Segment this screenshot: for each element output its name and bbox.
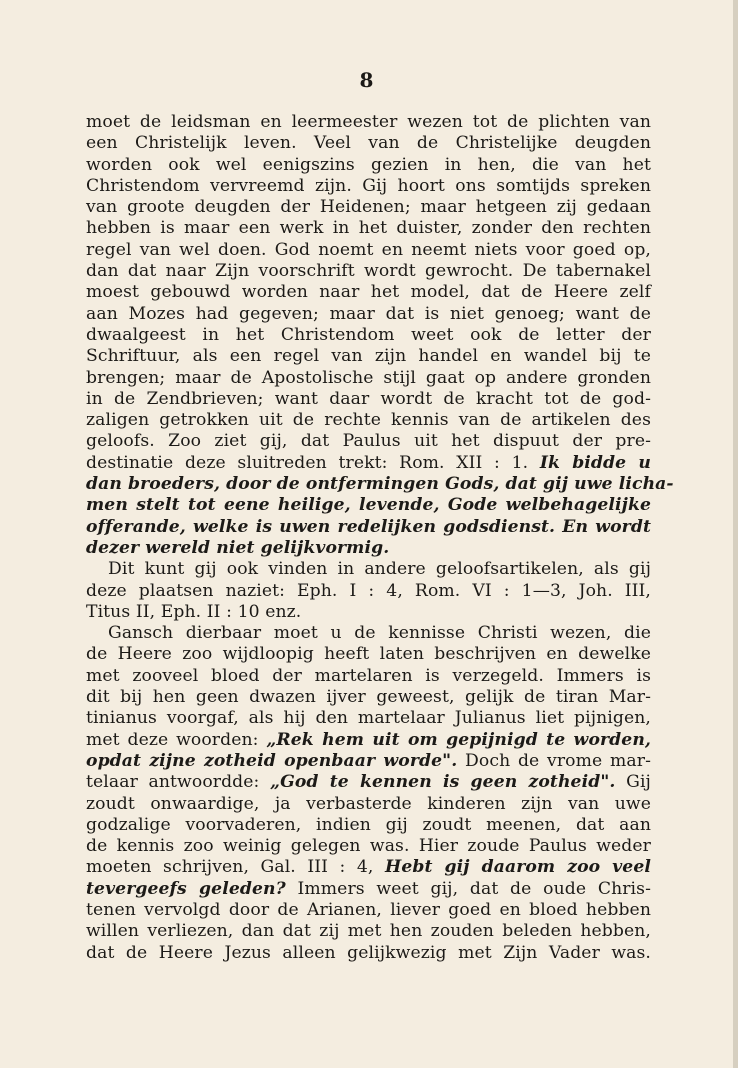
- text-segment: regel van wel doen. God noemt en neemt niets voor goed op,: [86, 239, 651, 260]
- italic-text-segment: dan broeders, door de ontfermingen Gods, dat gij uwe licha-: [86, 474, 674, 495]
- text-line: [86, 176, 651, 197]
- text-segment: willen verliezen, dan dat zij met hen zouden beleden hebben,: [86, 921, 651, 942]
- text-segment: dat de Heere Jezus alleen gelijkwezig met Zijn Vader was.: [86, 942, 651, 963]
- italic-text-segment: men stelt tot eene heilige, levende, Gode welbehagelijke: [86, 495, 651, 516]
- text-segment: brengen; maar de Apostolische stijl gaat op andere gronden: [86, 367, 651, 388]
- text-segment: zaligen getrokken uit de rechte kennis van de artikelen des: [86, 410, 651, 431]
- text-segment: een Christelijk leven. Veel van de Christelijke deugden: [86, 133, 651, 154]
- text-line: [86, 368, 651, 389]
- text-segment: godzalige voorvaderen, indien gij zoudt meenen, dat aan: [86, 814, 651, 835]
- text-line: [86, 325, 651, 346]
- text-line: [86, 815, 651, 836]
- text-line: [86, 772, 651, 793]
- text-line: [86, 751, 651, 772]
- italic-text-segment: dezer wereld niet gelijkvormig.: [86, 537, 390, 558]
- text-line: [86, 453, 651, 474]
- text-line: [86, 879, 651, 900]
- text-line: [86, 836, 651, 857]
- text-line: [86, 474, 674, 495]
- text-line: [86, 517, 651, 538]
- text-segment: tenen vervolgd door de Arianen, liever goed en bloed hebben: [86, 899, 651, 920]
- text-segment: tinianus voorgaf, als hij den martelaar Julianus liet pijnigen,: [86, 708, 651, 729]
- text-segment: deze plaatsen naziet: Eph. I : 4, Rom. VI : 1—3, Joh. III,: [86, 580, 651, 601]
- text-line: [86, 410, 651, 431]
- text-line: [86, 155, 651, 176]
- text-line: [86, 431, 651, 452]
- text-segment: Gansch dierbaar moet u de kennisse Christi wezen, die: [108, 623, 651, 644]
- text-segment: worden ook wel eenigszins gezien in hen, die van het: [86, 154, 651, 175]
- text-line: [86, 240, 651, 261]
- text-line: [86, 112, 651, 133]
- text-line: [86, 304, 651, 325]
- text-segment: de kennis zoo weinig gelegen was. Hier zoude Paulus weder: [86, 836, 651, 857]
- text-segment: dit bij hen geen dwazen ijver geweest, gelijk de tiran Mar-: [86, 687, 651, 708]
- text-line: [86, 495, 651, 516]
- text-line: [86, 730, 651, 751]
- text-segment: moest gebouwd worden naar het model, dat de Heere zelf: [86, 282, 651, 303]
- text-segment: aan Mozes had gegeven; maar dat is niet genoeg; want de: [86, 303, 651, 324]
- text-segment: Dit kunt gij ook vinden in andere geloofsartikelen, als gij: [108, 559, 651, 580]
- text-line: [86, 581, 651, 602]
- text-line: [86, 389, 651, 410]
- text-line: [86, 559, 651, 580]
- text-segment: moeten schrijven, Gal. III : 4,: [86, 857, 385, 878]
- body-text: [86, 112, 674, 964]
- text-line: [86, 197, 651, 218]
- text-line: [86, 666, 651, 687]
- text-line: [86, 261, 651, 282]
- text-segment: telaar antwoordde:: [86, 772, 271, 793]
- italic-text-segment: Ik bidde u: [539, 452, 651, 473]
- text-segment: Doch de vrome mar-: [457, 750, 651, 771]
- text-line: [86, 602, 651, 623]
- text-line: [86, 794, 651, 815]
- text-segment: met deze woorden:: [86, 729, 267, 750]
- text-line: [86, 644, 651, 665]
- text-line: [86, 623, 651, 644]
- text-segment: de Heere zoo wijdloopig heeft laten beschrijven en dewelke: [86, 644, 651, 665]
- italic-text-segment: „Rek hem uit om gepijnigd te worden,: [266, 729, 652, 750]
- italic-text-segment: „God te kennen is geen zotheid".: [270, 772, 616, 793]
- text-line: [86, 708, 651, 729]
- text-line: [86, 133, 651, 154]
- text-line: [86, 218, 651, 239]
- text-segment: Immers weet gij, dat de oude Chris-: [285, 878, 651, 899]
- page-number: 8: [359, 68, 374, 92]
- text-segment: Gij: [615, 772, 651, 793]
- text-line: [86, 538, 651, 559]
- text-segment: destinatie deze sluitreden trekt: Rom. XII : 1.: [86, 452, 540, 473]
- text-segment: Schriftuur, als een regel van zijn handel en wandel bij te: [86, 346, 651, 367]
- text-line: [86, 282, 651, 303]
- text-line: [86, 921, 651, 942]
- text-segment: in de Zendbrieven; want daar wordt de kracht tot de god-: [86, 388, 651, 409]
- text-line: [86, 857, 651, 878]
- text-segment: dan dat naar Zijn voorschrift wordt gewrocht. De tabernakel: [86, 261, 651, 282]
- text-line: [86, 900, 651, 921]
- text-segment: dwaalgeest in het Christendom weet ook de letter der: [86, 324, 651, 345]
- text-segment: zoudt onwaardige, ja verbasterde kinderen zijn van uwe: [86, 793, 651, 814]
- italic-text-segment: offerande, welke is uwen redelijken godsdienst. En wordt: [86, 516, 651, 537]
- text-line: [86, 346, 651, 367]
- text-segment: moet de leidsman en leermeester wezen tot de plichten van: [86, 112, 651, 132]
- text-segment: Christendom vervreemd zijn. Gij hoort ons somtijds spreken: [86, 175, 651, 196]
- italic-text-segment: Hebt gij daarom zoo veel: [384, 857, 651, 878]
- text-segment: van groote deugden der Heidenen; maar hetgeen zij gedaan: [86, 197, 651, 218]
- text-line: [86, 943, 651, 964]
- text-segment: geloofs. Zoo ziet gij, dat Paulus uit het dispuut der pre-: [86, 431, 651, 452]
- italic-text-segment: opdat zijne zotheid openbaar worde".: [86, 750, 458, 771]
- text-line: [86, 687, 651, 708]
- text-segment: met zooveel bloed der martelaren is verzegeld. Immers is: [86, 665, 651, 686]
- italic-text-segment: tevergeefs geleden?: [86, 878, 286, 899]
- text-segment: Titus II, Eph. II : 10 enz.: [86, 601, 302, 622]
- text-segment: hebben is maar een werk in het duister, zonder den rechten: [86, 218, 651, 239]
